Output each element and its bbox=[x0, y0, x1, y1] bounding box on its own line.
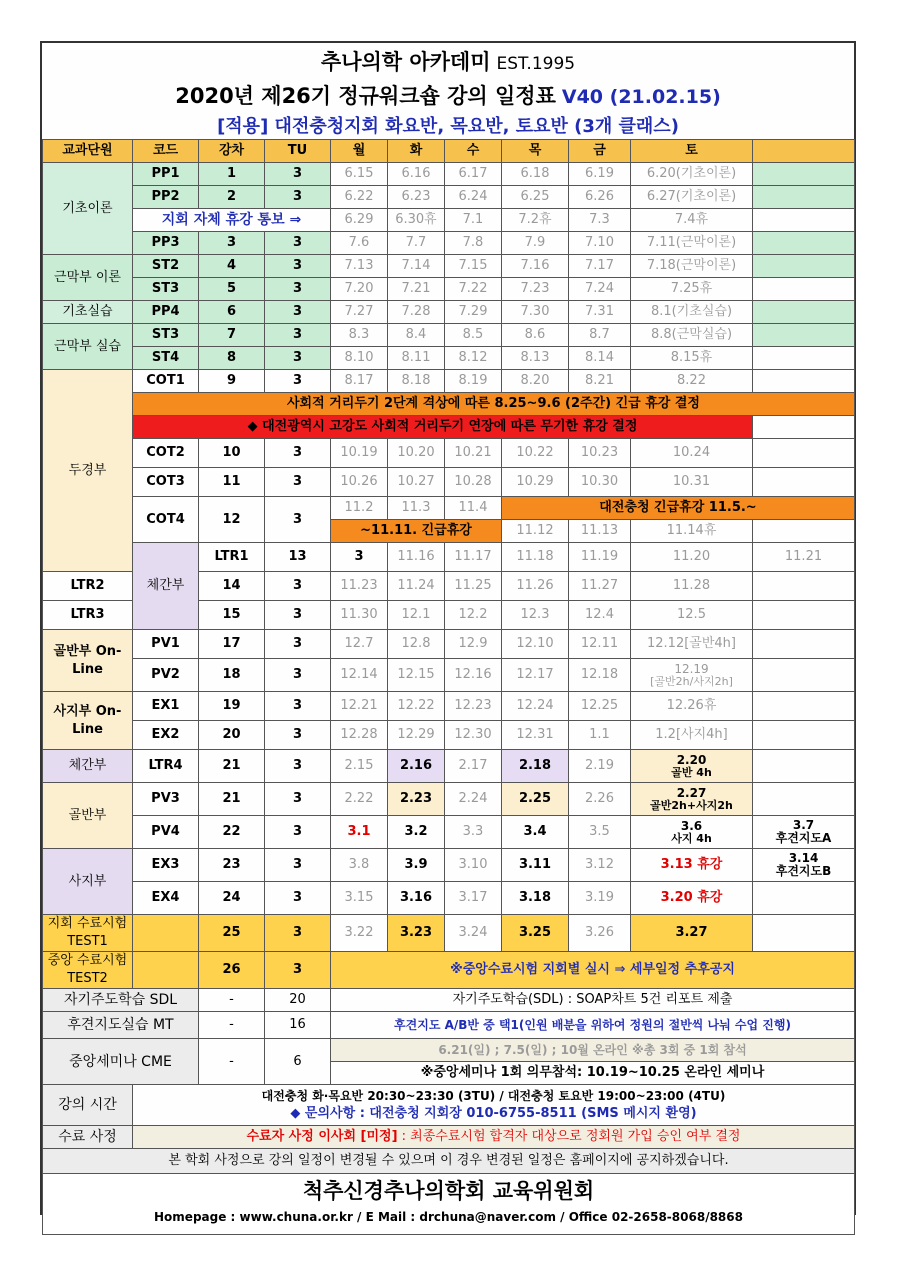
label-sdl: 자기주도학습 SDL bbox=[43, 989, 199, 1012]
table-row: 후견지도실습 MT - 16 후견지도 A/B반 중 택1(인원 배분을 위하여 정원의 절반씩 나눠 수업 진행) bbox=[43, 1012, 855, 1039]
table-row: EX4 24 3 3.15 3.16 3.17 3.18 3.19 3.20 휴강 bbox=[43, 882, 855, 915]
col-unit: 교과단원 bbox=[43, 140, 133, 163]
table-row: 골반부 PV3 21 3 2.22 2.23 2.24 2.25 2.26 2.27 골반2h+사지2h bbox=[43, 783, 855, 816]
break-banner-3: 대전충청 긴급휴강 11.5.~ bbox=[502, 497, 855, 520]
table-row: PV2 18 3 12.14 12.15 12.16 12.17 12.18 12.19 [골반2h/사지2h] bbox=[43, 659, 855, 692]
table-row: ST4 8 3 8.10 8.11 8.12 8.13 8.14 8.15휴 bbox=[43, 347, 855, 370]
table-row: 지회 자체 휴강 통보 ⇒ 6.29 6.30휴 7.1 7.2휴 7.3 7.4휴 bbox=[43, 209, 855, 232]
organization-name: 척추신경추나의학회 교육위원회 bbox=[302, 1179, 595, 1203]
break-banner-2: ◆ 대전광역시 고강도 사회적 거리두기 연장에 따른 무기한 휴강 결정 bbox=[133, 416, 753, 439]
change-notice: 본 학회 사정으로 강의 일정이 변경될 수 있으며 이 경우 변경된 일정은 홈페이지에 공지하겠습니다. bbox=[43, 1149, 855, 1174]
table-row: 기초실습 PP4 6 3 7.27 7.28 7.29 7.30 7.31 8.1(기초실습) bbox=[43, 301, 855, 324]
group-basic-theory: 기초이론 bbox=[43, 163, 133, 255]
col-lecture-no: 강차 bbox=[199, 140, 265, 163]
mt-description: 후견지도 A/B반 중 택1(인원 배분을 위하여 정원의 절반씩 나눠 수업 진행) bbox=[331, 1012, 855, 1039]
group-test2: 중앙 수료시험 TEST2 bbox=[43, 952, 133, 989]
label-class-time: 강의 시간 bbox=[43, 1085, 133, 1126]
table-row bbox=[43, 1174, 855, 1235]
table-row: 중앙세미나 CME - 6 6.21(일) ; 7.5(일) ; 10월 온라인 ※총 3회 중 1회 참석 bbox=[43, 1039, 855, 1062]
table-row bbox=[43, 416, 855, 439]
group-trunk: 체간부 bbox=[133, 543, 199, 630]
mentoring-a: 3.7 후견지도A bbox=[753, 816, 855, 849]
schedule-document bbox=[40, 41, 856, 1224]
table-row: 근막부 이론 ST2 4 3 7.13 7.14 7.15 7.16 7.17 7.18(근막이론) bbox=[43, 255, 855, 278]
branch-break-notice: 지회 자체 휴강 통보 ⇒ bbox=[133, 209, 331, 232]
col-mon: 월 bbox=[331, 140, 388, 163]
group-pelvis-online: 골반부 On-Line bbox=[43, 630, 133, 692]
version-label: V40 (21.02.15) bbox=[561, 86, 721, 108]
table-row: 두경부 COT1 9 3 8.17 8.18 8.19 8.20 8.21 8.22 bbox=[43, 370, 855, 393]
table-row: LTR2 14 3 11.23 11.24 11.25 11.26 11.27 11.28 bbox=[43, 572, 855, 601]
table-row: PV4 22 3 3.1 3.2 3.3 3.4 3.5 3.6 사지 4h 3.7 후견지도A bbox=[43, 816, 855, 849]
table-row: EX2 20 3 12.28 12.29 12.30 12.31 1.1 1.2[사지4h] bbox=[43, 721, 855, 750]
schedule-title: 2020년 제26기 정규워크숍 강의 일정표 V40 (21.02.15) bbox=[175, 84, 721, 108]
table-row: LTR3 15 3 11.30 12.1 12.2 12.3 12.4 12.5 bbox=[43, 601, 855, 630]
contact-info: ◆ 문의사항 : 대전충청 지회장 010-6755-8511 (SMS 메시지 환영) bbox=[290, 1106, 697, 1121]
col-sat: 토 bbox=[631, 140, 753, 163]
table-row: 자기주도학습 SDL - 20 자기주도학습(SDL) : SOAP차트 5건 리포트 제출 bbox=[43, 989, 855, 1012]
organization-contact: Homepage : www.chuna.or.kr / E Mail : drchuna@naver.com / Office 02-2658-8068/8868 bbox=[154, 1210, 743, 1224]
group-trunk-2: 체간부 bbox=[43, 750, 133, 783]
col-thu: 목 bbox=[502, 140, 569, 163]
cert-text: : 최종수료시험 합격자 대상으로 정회원 가입 승인 여부 결정 bbox=[397, 1129, 741, 1144]
col-tue: 화 bbox=[388, 140, 445, 163]
header-row bbox=[43, 140, 855, 163]
label-mt: 후견지도실습 MT bbox=[43, 1012, 199, 1039]
group-limbs: 사지부 bbox=[43, 849, 133, 915]
table-row: 체간부 LTR4 21 3 2.15 2.16 2.17 2.18 2.19 2.20 골반 4h bbox=[43, 750, 855, 783]
group-muscle-practice: 근막부 실습 bbox=[43, 324, 133, 370]
group-muscle-theory: 근막부 이론 bbox=[43, 255, 133, 301]
table-row: 근막부 실습 ST3 7 3 8.3 8.4 8.5 8.6 8.7 8.8(근막실습) bbox=[43, 324, 855, 347]
label-cme: 중앙세미나 CME bbox=[43, 1039, 199, 1085]
table-row: PP2 2 3 6.22 6.23 6.24 6.25 6.26 6.27(기초이론) bbox=[43, 186, 855, 209]
group-limbs-online: 사지부 On-Line bbox=[43, 692, 133, 750]
table-row: 사지부 EX3 23 3 3.8 3.9 3.10 3.11 3.12 3.13 휴강 3.14 후견지도B bbox=[43, 849, 855, 882]
table-row bbox=[43, 1126, 855, 1149]
break-banner-1: 사회적 거리두기 2단계 격상에 따른 8.25~9.6 (2주간) 긴급 휴강 결정 bbox=[133, 393, 855, 416]
table-row bbox=[43, 393, 855, 416]
table-row: 지회 수료시험 TEST1 25 3 3.22 3.23 3.24 3.25 3.26 3.27 bbox=[43, 915, 855, 952]
sdl-description: 자기주도학습(SDL) : SOAP차트 5건 리포트 제출 bbox=[331, 989, 855, 1012]
break-banner-4: ~11.11. 긴급휴강 bbox=[331, 520, 502, 543]
cert-label: 수료자 사정 이사회 [미정] bbox=[246, 1129, 398, 1144]
mentoring-b: 3.14 후견지도B bbox=[753, 849, 855, 882]
applied-classes: [적용] 대전충청지회 화요반, 목요반, 토요반 (3개 클래스) bbox=[217, 116, 679, 137]
table-row: 체간부 LTR1 13 3 11.16 11.17 11.18 11.19 11.20 11.21 bbox=[43, 543, 855, 572]
academy-title: 추나의학 아카데미 EST.1995 bbox=[320, 50, 576, 74]
group-head-neck: 두경부 bbox=[43, 370, 133, 572]
cme-required: ※중앙세미나 1회 의무참석: 10.19~10.25 온라인 세미나 bbox=[331, 1062, 855, 1085]
group-pelvis: 골반부 bbox=[43, 783, 133, 849]
table-row: 기초이론 PP1 1 3 6.15 6.16 6.17 6.18 6.19 6.20(기초이론) bbox=[43, 163, 855, 186]
group-basic-practice: 기초실습 bbox=[43, 301, 133, 324]
col-wed: 수 bbox=[445, 140, 502, 163]
table-row: COT3 11 3 10.26 10.27 10.28 10.29 10.30 10.31 bbox=[43, 468, 855, 497]
table-row: 골반부 On-Line PV1 17 3 12.7 12.8 12.9 12.10 12.11 12.12[골반4h] bbox=[43, 630, 855, 659]
table-row bbox=[43, 1085, 855, 1126]
table-row: 중앙 수료시험 TEST2 26 3 ※중앙수료시험 지회별 실시 ⇒ 세부일정 추후공지 bbox=[43, 952, 855, 989]
col-fri: 금 bbox=[569, 140, 631, 163]
class-time-text: 대전충청 화·목요반 20:30~23:30 (3TU) / 대전충청 토요반 19:00~23:00 (4TU) bbox=[261, 1089, 726, 1103]
cme-dates: 6.21(일) ; 7.5(일) ; 10월 온라인 ※총 3회 중 1회 참석 bbox=[331, 1039, 855, 1062]
table-row bbox=[43, 1149, 855, 1174]
label-certification: 수료 사정 bbox=[43, 1126, 133, 1149]
table-row: ~11.11. 긴급휴강 11.12 11.13 11.14휴 bbox=[43, 520, 855, 543]
group-test1: 지회 수료시험 TEST1 bbox=[43, 915, 133, 952]
table-row: COT4 12 3 11.2 11.3 11.4 대전충청 긴급휴강 11.5.~ bbox=[43, 497, 855, 520]
table-row: 사지부 On-Line EX1 19 3 12.21 12.22 12.23 12.24 12.25 12.26휴 bbox=[43, 692, 855, 721]
col-tu: TU bbox=[265, 140, 331, 163]
col-extra bbox=[753, 140, 855, 163]
col-code: 코드 bbox=[133, 140, 199, 163]
schedule-table bbox=[42, 139, 855, 1235]
table-row: ST3 5 3 7.20 7.21 7.22 7.23 7.24 7.25휴 bbox=[43, 278, 855, 301]
table-row: PP3 3 3 7.6 7.7 7.8 7.9 7.10 7.11(근막이론) bbox=[43, 232, 855, 255]
central-test-notice: ※중앙수료시험 지회별 실시 ⇒ 세부일정 추후공지 bbox=[331, 952, 855, 989]
table-row: COT2 10 3 10.19 10.20 10.21 10.22 10.23 10.24 bbox=[43, 439, 855, 468]
